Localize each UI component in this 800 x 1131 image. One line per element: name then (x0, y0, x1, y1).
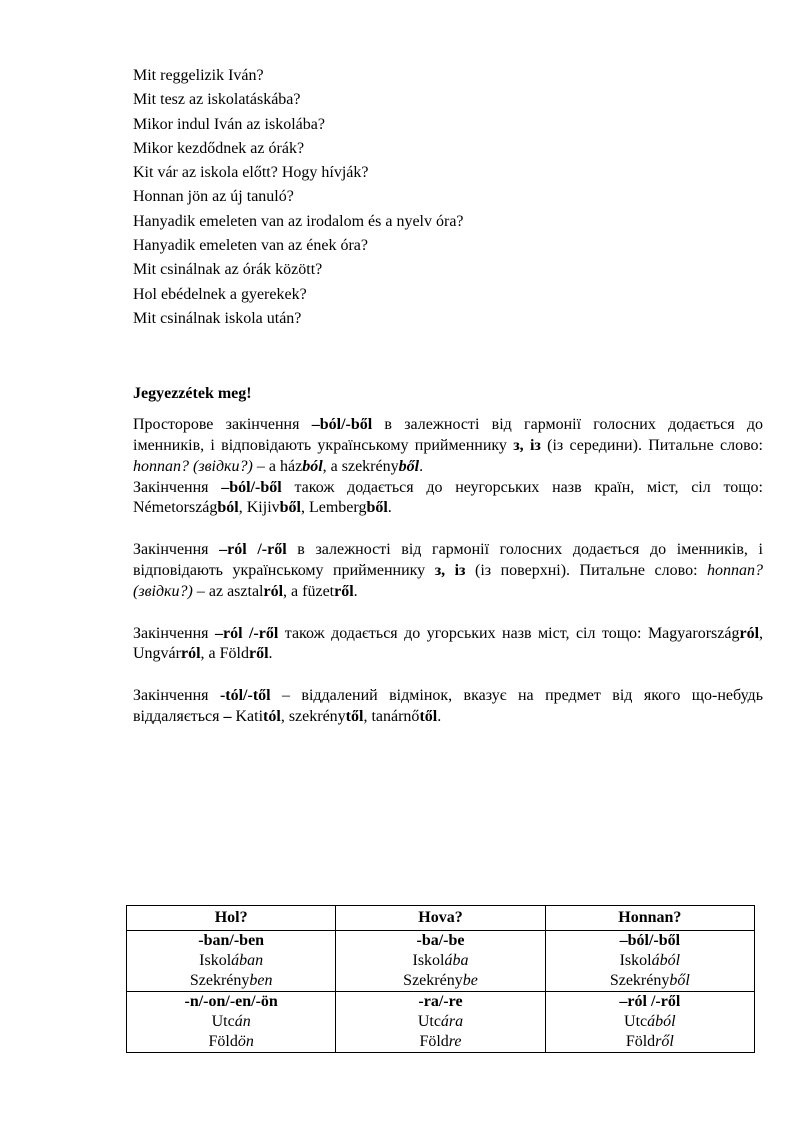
word-stem: Iskol (199, 952, 232, 969)
word-stem: Föld (208, 1033, 238, 1050)
example-word (548, 971, 752, 991)
text: в залежності від гармонії голосних додається до іменників, і відповідають українському прийменнику (133, 416, 764, 455)
question-item: Hanyadik emeleten van az ének óra? (133, 237, 368, 255)
example-word (548, 1012, 752, 1032)
text: . (419, 457, 424, 475)
suffix-bold: –ról /-ről (214, 624, 279, 642)
note-paragraph-2 (133, 478, 763, 520)
word-stem: Utc (211, 1013, 235, 1030)
dash-bold: – (223, 708, 232, 726)
header-hol: Hol? (127, 906, 336, 931)
example-word (548, 1032, 752, 1052)
word-ending: ából (647, 1013, 676, 1030)
table-cell (336, 992, 545, 1053)
suffix-bold: től (419, 708, 438, 726)
text: Закінчення (133, 687, 220, 705)
question-item: Mit csinálnak az órák között? (133, 261, 323, 279)
word-ending: be (462, 972, 478, 989)
text: також додається до неугорських назв країн, міст, сіл тощо: Németország (133, 478, 763, 517)
text: . (387, 499, 392, 517)
text: . (437, 708, 442, 726)
suffix-bold: ból (217, 499, 239, 517)
word-stem: Föld (419, 1033, 449, 1050)
text: , Ungvár (133, 624, 764, 663)
text: , Lemberg (300, 499, 367, 517)
preposition-bold: з, із (513, 437, 541, 455)
suffix-label: -ban/-ben (198, 932, 265, 949)
question-item: Mit reggelizik Iván? (133, 67, 264, 84)
word-stem: Szekrény (189, 972, 250, 989)
example-word (129, 1032, 333, 1052)
text: , a füzet (283, 582, 335, 600)
table-cell (127, 992, 336, 1053)
question-item: Mit tesz az iskolatáskába? (133, 91, 301, 109)
table-header-row (127, 906, 755, 931)
suffix-bold: –ról /-ről (219, 541, 287, 559)
header-hova: Hova? (336, 906, 545, 931)
preposition-bold: з, із (434, 562, 466, 580)
suffix-label: -ba/-be (416, 932, 465, 949)
text: (із поверхні). Питальне слово: (465, 562, 708, 580)
suffix-bold: –ból/-ből (311, 416, 373, 434)
text: Просторове закінчення (133, 416, 312, 434)
word-ending: ön (237, 1033, 254, 1050)
question-list (133, 64, 763, 331)
table-row (127, 931, 755, 992)
text: , szekrény (280, 708, 346, 726)
text: , tanárnő (363, 708, 420, 726)
suffix-label: -n/-on/-en/-ön (184, 993, 278, 1010)
question-item: Mit csinálnak iskola után? (133, 309, 302, 327)
word-ending: ben (249, 972, 273, 989)
note-paragraph-1 (133, 415, 763, 477)
table-row (127, 992, 755, 1053)
suffix-bold: ből (279, 499, 301, 517)
word-stem: Szekrény (403, 972, 463, 989)
word-stem: Föld (625, 1033, 656, 1050)
note-paragraph-4 (133, 624, 763, 666)
question-item: Hol ebédelnek a gyerekek? (133, 285, 307, 303)
header-honnan: Honnan? (545, 906, 754, 931)
note-paragraph-3 (133, 540, 763, 602)
text: – a ház (252, 457, 303, 475)
question-word-italic: honnan? (звідки?) (133, 562, 764, 600)
text: – віддалений відмінок, вказує на предмет від якого що-небудь віддаляється (133, 687, 763, 726)
text: . (353, 582, 358, 600)
word-ending: ára (440, 1013, 464, 1030)
note-paragraph-5 (133, 686, 763, 728)
suffix-label: –ról /-ről (619, 993, 681, 1010)
text: (із середини). Питальне слово: (540, 437, 763, 455)
suffix-bold-italic: ből (398, 457, 420, 475)
suffix-label: –ból/-ből (619, 932, 681, 949)
suffix-bold: től (345, 708, 364, 726)
word-stem: Iskol (619, 952, 652, 969)
suffix-bold: ról (263, 582, 284, 600)
word-ending: ában (231, 952, 264, 969)
suffix-bold: -tól/-től (219, 687, 271, 705)
note-heading: Jegyezzétek meg! (133, 385, 252, 403)
suffix-bold-italic: ból (302, 457, 323, 475)
suffix-bold: ról (739, 624, 760, 642)
table-cell (545, 931, 754, 992)
word-ending: ből (669, 972, 690, 989)
text: Закінчення (133, 624, 215, 642)
table-cell (127, 931, 336, 992)
word-stem: Szekrény (609, 972, 670, 989)
text: в залежності від гармонії голосних додається до іменників, і відповідають українському прийменнику (133, 541, 763, 580)
example-word (129, 951, 333, 971)
text: . (268, 645, 273, 663)
text: також додається до угорських назв міст, сіл тощо: Magyarország (278, 624, 740, 642)
word-ending: ából (651, 952, 681, 969)
word-stem: Utc (417, 1013, 441, 1030)
word-ending: án (234, 1013, 251, 1030)
question-item: Mikor indul Iván az iskolába? (133, 115, 325, 133)
word-stem: Iskol (412, 952, 445, 969)
text: Kati (231, 708, 264, 726)
word-ending: ről (655, 1033, 674, 1050)
text: Закінчення (133, 541, 220, 559)
case-endings-table (126, 905, 755, 1053)
example-word (338, 951, 542, 971)
example-word (129, 971, 333, 991)
text: , Kijiv (238, 499, 280, 517)
word-ending: re (448, 1033, 462, 1050)
question-item: Hanyadik emeleten van az irodalom és a nyelv óra? (133, 212, 464, 230)
suffix-bold: ből (366, 499, 388, 517)
example-word (338, 1012, 542, 1032)
suffix-bold: ről (334, 582, 354, 600)
table-cell (336, 931, 545, 992)
question-item: Honnan jön az új tanuló? (133, 188, 294, 206)
table-cell (545, 992, 754, 1053)
example-word (129, 1012, 333, 1032)
question-item: Kit vár az iskola előtt? Hogy hívják? (133, 164, 369, 182)
suffix-label: -ra/-re (418, 993, 463, 1010)
word-ending: ába (444, 952, 469, 969)
example-word (338, 1032, 542, 1052)
document-body (133, 64, 763, 728)
suffix-bold: ről (248, 645, 269, 663)
text: , a szekrény (322, 457, 399, 475)
question-word-italic: honnan? (звідки?) (133, 457, 253, 475)
question-item: Mikor kezdődnek az órák? (133, 139, 305, 157)
suffix-bold: tól (263, 708, 281, 726)
text: – az asztal (192, 582, 264, 600)
text: , a Föld (200, 645, 249, 663)
suffix-bold: ról (180, 645, 201, 663)
example-word (338, 971, 542, 991)
suffix-bold: –ból/-ből (221, 478, 282, 496)
example-word (548, 951, 752, 971)
text: Закінчення (133, 478, 222, 496)
word-stem: Utc (624, 1013, 648, 1030)
